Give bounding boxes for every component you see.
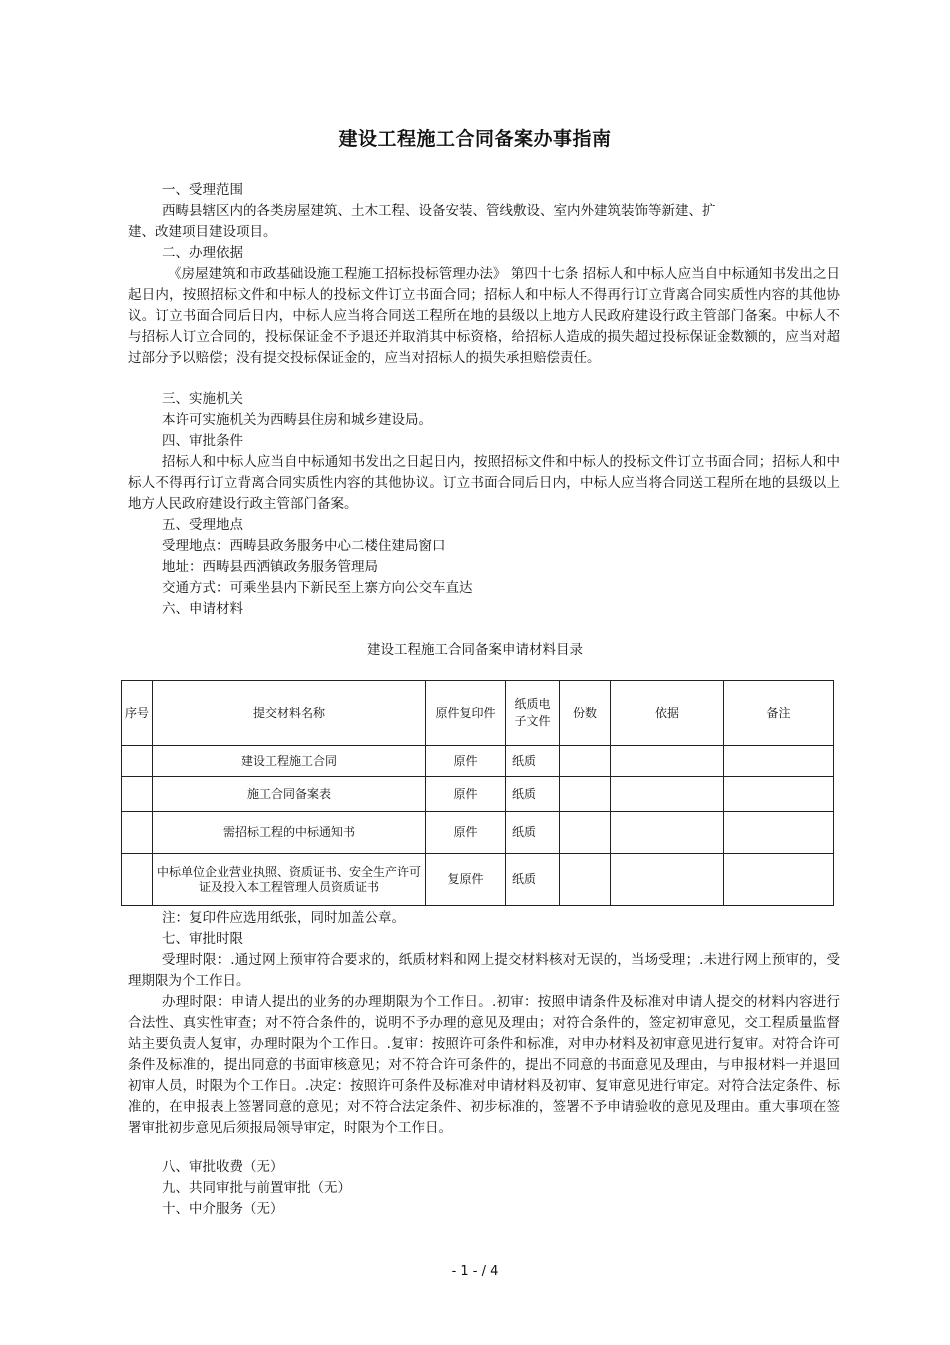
cell-remark <box>724 777 834 812</box>
cell-paper: 纸质 <box>506 854 560 906</box>
cell-paper: 纸质 <box>506 777 560 812</box>
header-paper-electronic: 纸质电子文件 <box>506 681 560 746</box>
section-7-process-time: 办理时限：申请人提出的业务的办理期限为个工作日。.初审：按照申请条件及标准对申请人提交的材料内容进行合法性、真实性审查；对不符合条件的，说明不予办理的意见及理由；对符合条件的，签定初审意见，交工程质量监督站主要负责人复审，办理时限为个工作日。.复审：按照许可条件和标准，对申办材料及初审意见进行复审。对符合许可条件及标准的，提出同意的书面审核意见；对不符合许可条件的，提出不同意的书面意见及理由，与申报材料一并退回初审人员，时限为个工作日。.决定：按照许可条件及标准对申请材料及初审、复审意见进行审定。对符合法定条件、标准的，在申报表上签署同意的意见；对不符合法定条件、初步标准的，签署不予申请验收的意见及理由。重大事项在签署审批初步意见后须报局领导审定，时限为个工作日。 <box>128 994 840 1136</box>
section-2-paragraph: 《房屋建筑和市政基础设施工程施工招标投标管理办法》 第四十七条 招标人和中标人应当自中标通知书发出之日起日内，按照招标文件和中标人的投标文件订立书面合同；招标人和中标人不得再行订立背离合同实质性内容的其他协议。订立书面合同后日内，中标人应当将合同送工程所在地的县级以上地方人民政府建设行政主管部门备案。中标人不与招标人订立合同的，投标保证金不予退还并取消其中标资格，给招标人造成的损失超过投标保证金数额的，应当对超过部分予以赔偿；没有提交投标保证金的，应当对招标人的损失承担赔偿责任。 <box>128 266 840 366</box>
table-header-row <box>122 681 834 746</box>
table-title: 建设工程施工合同备案申请材料目录 <box>367 642 583 658</box>
section-5-place: 受理地点：西畴县政务服务中心二楼住建局窗口 <box>162 538 446 554</box>
section-5-heading: 五、受理地点 <box>162 517 243 533</box>
section-1-line2: 建、改建项目建设项目。 <box>128 224 277 240</box>
header-remark: 备注 <box>724 681 834 746</box>
cell-name: 建设工程施工合同 <box>153 746 426 777</box>
cell-no <box>122 746 153 777</box>
section-1-line1: 西畴县辖区内的各类房屋建筑、土木工程、设备安装、管线敷设、室内外建筑装饰等新建、扩 <box>162 203 716 219</box>
cell-remark <box>724 812 834 854</box>
cell-original-copy: 原件 <box>426 812 506 854</box>
table-row <box>122 746 834 777</box>
page-number: - 1 - / 4 <box>451 1264 499 1279</box>
cell-remark <box>724 854 834 906</box>
cell-copies <box>560 812 611 854</box>
table-row <box>122 854 834 906</box>
cell-basis <box>611 777 724 812</box>
section-1-heading: 一、受理范围 <box>162 182 243 198</box>
cell-paper: 纸质 <box>506 812 560 854</box>
cell-basis <box>611 746 724 777</box>
header-original-copy: 原件复印件 <box>426 681 506 746</box>
section-8-heading: 八、审批收费（无） <box>162 1159 284 1175</box>
materials-table <box>121 680 834 906</box>
cell-basis <box>611 854 724 906</box>
table-row <box>122 812 834 854</box>
section-3-line: 本许可实施机关为西畴县住房和城乡建设局。 <box>162 412 432 428</box>
cell-remark <box>724 746 834 777</box>
section-4-paragraph: 招标人和中标人应当自中标通知书发出之日起日内，按照招标文件和中标人的投标文件订立书面合同；招标人和中标人不得再行订立背离合同实质性内容的其他协议。订立书面合同后日内，中标人应当将合同送工程所在地的县级以上地方人民政府建设行政主管部门备案。 <box>128 454 840 512</box>
cell-original-copy: 原件 <box>426 746 506 777</box>
header-no: 序号 <box>122 681 153 746</box>
header-name: 提交材料名称 <box>153 681 426 746</box>
header-copies: 份数 <box>560 681 611 746</box>
cell-paper: 纸质 <box>506 746 560 777</box>
cell-no <box>122 854 153 906</box>
cell-name: 中标单位企业营业执照、资质证书、安全生产许可证及投入本工程管理人员资质证书 <box>153 854 426 906</box>
page-title: 建设工程施工合同备案办事指南 <box>338 128 612 150</box>
cell-basis <box>611 812 724 854</box>
section-5-address: 地址：西畴县西洒镇政务服务管理局 <box>162 559 378 575</box>
cell-copies <box>560 746 611 777</box>
section-7-accept-time: 受理时限：.通过网上预审符合要求的，纸质材料和网上提交材料核对无误的，当场受理；.未进行网上预审的，受理期限为个工作日。 <box>128 952 840 989</box>
cell-no <box>122 777 153 812</box>
header-basis: 依据 <box>611 681 724 746</box>
table-note: 注：复印件应选用纸张，同时加盖公章。 <box>162 910 405 926</box>
section-4-heading: 四、审批条件 <box>162 433 243 449</box>
cell-original-copy: 原件 <box>426 777 506 812</box>
section-9-heading: 九、共同审批与前置审批（无） <box>162 1180 351 1196</box>
section-7-heading: 七、审批时限 <box>162 931 243 947</box>
section-10-heading: 十、中介服务（无） <box>162 1201 284 1217</box>
cell-original-copy: 复原件 <box>426 854 506 906</box>
cell-name: 需招标工程的中标通知书 <box>153 812 426 854</box>
cell-no <box>122 812 153 854</box>
section-3-heading: 三、实施机关 <box>162 391 243 407</box>
section-5-transport: 交通方式：可乘坐县内下新民至上寨方向公交车直达 <box>162 580 473 596</box>
cell-name: 施工合同备案表 <box>153 777 426 812</box>
section-2-heading: 二、办理依据 <box>162 245 243 261</box>
cell-copies <box>560 854 611 906</box>
section-6-heading: 六、申请材料 <box>162 601 243 617</box>
table-row <box>122 777 834 812</box>
cell-copies <box>560 777 611 812</box>
